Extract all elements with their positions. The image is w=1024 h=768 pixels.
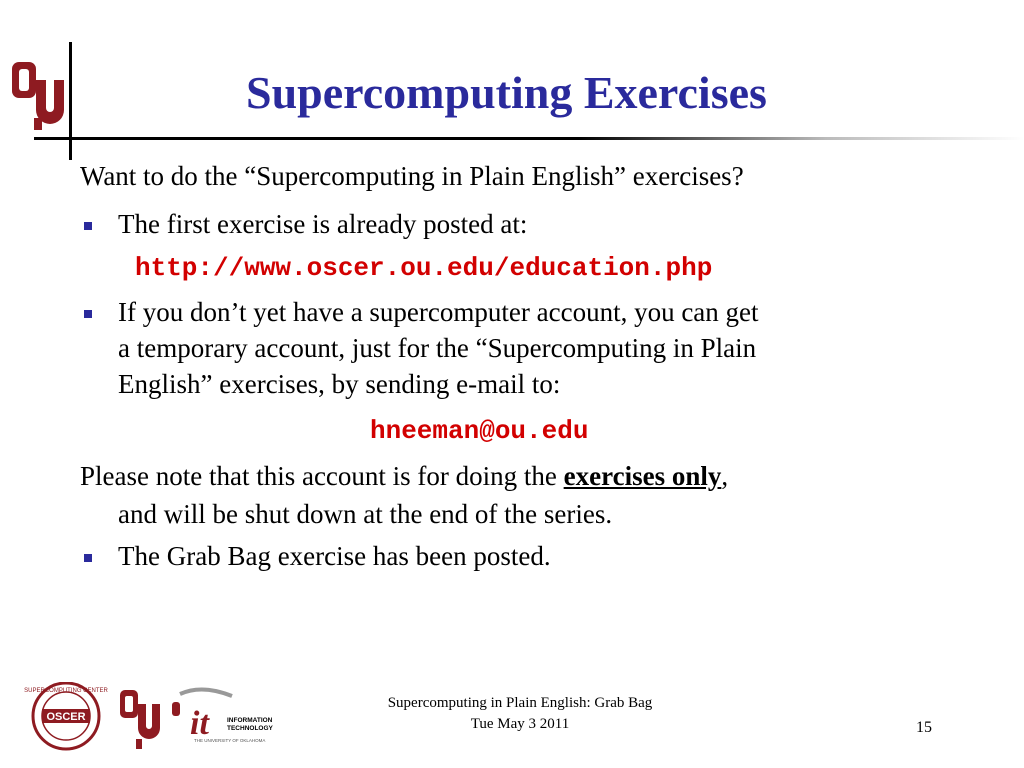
ou-logo-icon bbox=[10, 58, 68, 132]
bullet-1-text: The first exercise is already posted at: bbox=[118, 209, 528, 239]
oscer-text: OSCER bbox=[46, 711, 86, 723]
email-link[interactable]: hneeman@ou.edu bbox=[370, 416, 589, 446]
footer-text bbox=[320, 693, 720, 735]
slide-title: Supercomputing Exercises bbox=[246, 67, 767, 118]
note-line-1 bbox=[80, 458, 728, 494]
it-text: it bbox=[190, 705, 209, 742]
title-vertical-rule bbox=[69, 42, 72, 160]
note-text: Please note that this account is for doing the bbox=[80, 461, 564, 491]
intro-text: Want to do the “Supercomputing in Plain English” exercises? bbox=[80, 161, 744, 191]
it-sub-2: TECHNOLOGY bbox=[227, 725, 273, 732]
page-number: 15 bbox=[916, 719, 932, 736]
it-sub-3: THE UNIVERSITY OF OKLAHOMA bbox=[194, 738, 266, 743]
bullet-3-text: The Grab Bag exercise has been posted. bbox=[118, 541, 551, 571]
seal-text: SUPERCOMPUTING CENTER bbox=[24, 688, 108, 694]
note-line-2: and will be shut down at the end of the series. bbox=[118, 499, 613, 529]
it-logo-icon bbox=[172, 689, 274, 743]
footer-series-title: Supercomputing in Plain English: Grab Bag bbox=[387, 695, 653, 711]
footer-date: Tue May 3 2011 bbox=[470, 716, 570, 732]
square-bullet-icon bbox=[84, 310, 92, 318]
it-sub-1: INFORMATION bbox=[227, 717, 273, 724]
exercises-only-emphasis: exercises only bbox=[563, 461, 722, 491]
bullet-2-line-3: English” exercises, by sending e-mail to: bbox=[118, 369, 561, 399]
education-url-link[interactable]: http://www.oscer.ou.edu/education.php bbox=[135, 253, 713, 283]
title-horizontal-rule bbox=[34, 137, 1024, 140]
footer-logos bbox=[22, 682, 292, 752]
note-comma: , bbox=[721, 461, 729, 491]
bullet-2-line-2: a temporary account, just for the “Supercomputing in Plain bbox=[118, 333, 757, 363]
square-bullet-icon bbox=[84, 554, 92, 562]
bullet-2-line-1: If you don’t yet have a supercomputer account, you can get bbox=[118, 297, 759, 327]
oscer-seal-icon bbox=[24, 683, 108, 749]
square-bullet-icon bbox=[84, 222, 92, 230]
ou-footer-logo-icon bbox=[120, 690, 160, 749]
